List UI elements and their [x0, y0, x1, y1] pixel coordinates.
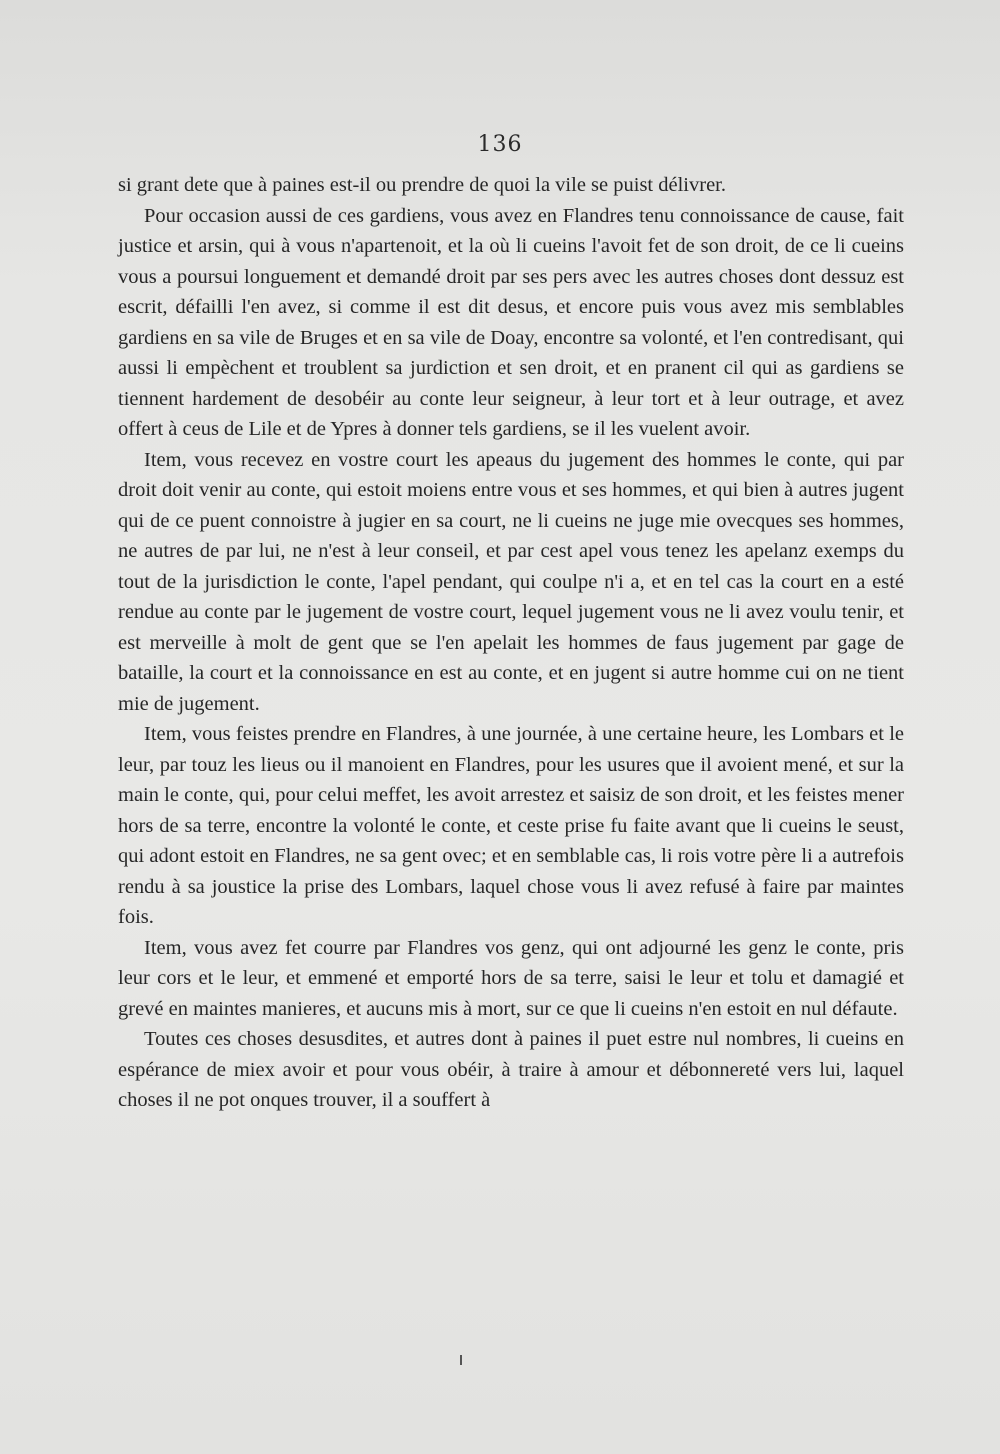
- paragraph-4: Item, vous feistes prendre en Flandres, à une journée, à une certaine heure, les Lombars et le leur, par touz les lieus ou il manoient en Flandres, pour les usures que il avoient mené, et sur la main le conte, qui, pour celui meffet, les avoit arrestez et saisiz de son droit, et les feistes mener hors de sa terre, encontre la volonté le conte, et ceste prise fu faite avant que li cueins le seust, qui adont estoit en Flandres, ne sa gent ovec; et en semblable cas, li rois votre père li a autrefois rendu à sa joustice la prise des Lombars, laquel chose vous li avez refusé à faire par maintes fois.: [118, 723, 904, 928]
- paragraph-2: Pour occasion aussi de ces gardiens, vous avez en Flandres tenu connoissance de cause, fait justice et arsin, qui à vous n'apartenoit, et la où li cueins l'avoit fet de son droit, de ce li cueins vous a poursui longuement et demandé droit par ses pers avec les autres choses dont dessuz est escrit, défailli l'en avez, si comme il est dit desus, et encore puis vous avez mis semblables gardiens en sa vile de Bruges et en sa vile de Doay, encontre sa volonté, et l'en contredisant, qui aussi li empèchent et troublent sa jurdiction et sen droit, et en pranent cil qui as gardiens se tiennent hardement de desobéir au conte leur seigneur, à leur tort et à leur outrage, et avez offert à ceus de Lile et de Ypres à donner tels gardiens, se il les vuelent avoir.: [118, 204, 904, 440]
- page-number: 136: [477, 132, 523, 157]
- paragraph-5: Item, vous avez fet courre par Flandres vos genz, qui ont adjourné les genz le conte, pris leur cors et le leur, et emmené et emporté hors de sa terre, saisi le leur et tolu et damagié et grevé en maintes manieres, et aucuns mis à mort, sur ce que li cueins n'en estoit en nul défaute.: [118, 936, 904, 1020]
- paragraph-3: Item, vous recevez en vostre court les apeaus du jugement des hommes le conte, qui par droit doit venir au conte, qui estoit moiens entre vous et ses hommes, et qui bien à autres jugent qui de ce puent connoistre à jugier en sa court, ne li cueins ne juge mie ovecques ses hommes, ne autres de par lui, ne n'est à leur conseil, et par cest apel vous tenez les apelanz exemps du tout de la jurisdiction le conte, l'apel pendant, qui coulpe n'i a, et en tel cas la court en a esté rendue au conte par le jugement de vostre court, lequel jugement vous ne li avez voulu tenir, et est merveille à molt de gent que se l'en apelait les hommes de faus jugement par gage de bataille, la court et la connoissance en est au conte, et en jugent si autre homme cui on ne tient mie de jugement.: [118, 448, 904, 715]
- body-text: [118, 170, 904, 1116]
- margin-mark: [460, 1355, 462, 1365]
- paragraph-6: Toutes ces choses desusdites, et autres dont à paines il puet estre nul nombres, li cueins en espérance de miex avoir et pour vous obéir, à traire à amour et débonnereté vers lui, laquel choses il ne pot onques trouver, il a souffert à: [118, 1028, 904, 1111]
- paragraph-1: si grant dete que à paines est-il ou prendre de quoi la vile se puist délivrer.: [118, 174, 726, 196]
